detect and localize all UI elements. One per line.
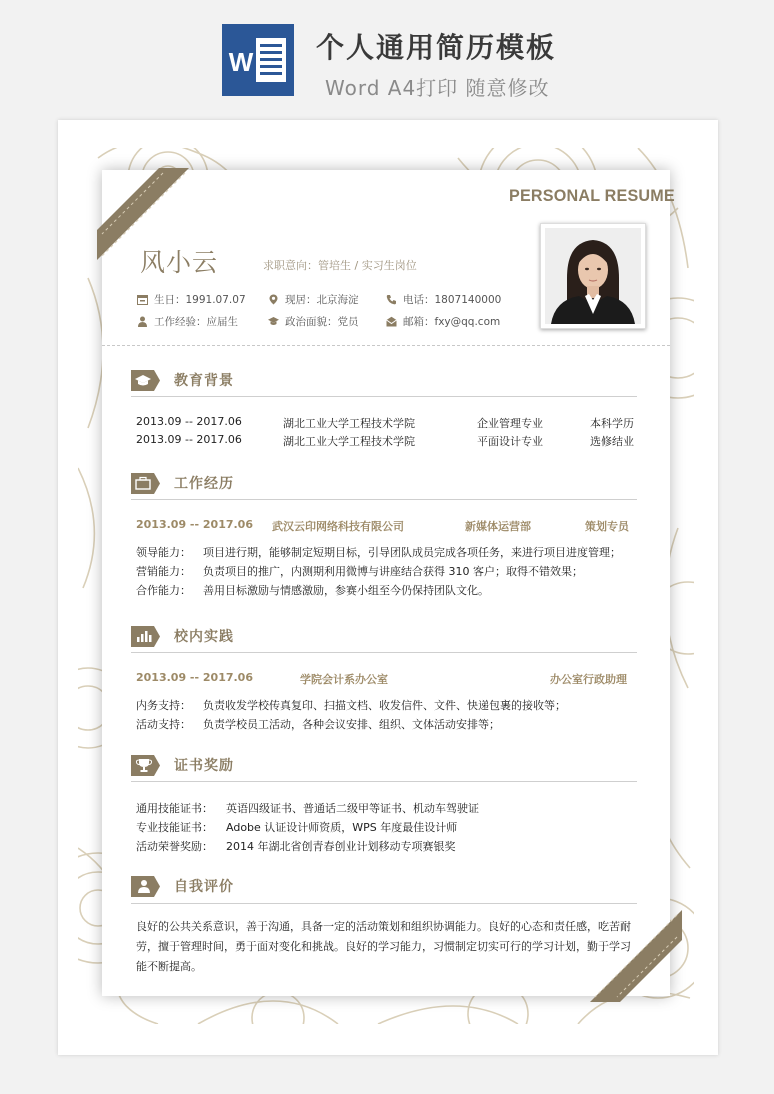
edu-row-2-date: 2013.09 -- 2017.06	[136, 433, 242, 446]
section-education-title: 教育背景	[174, 373, 234, 389]
work-item-1-label: 领导能力：	[136, 546, 191, 559]
mail-icon	[386, 316, 397, 327]
section-self-line	[131, 903, 637, 904]
bar-chart-icon	[131, 626, 160, 647]
work-item-2-label: 营销能力：	[136, 565, 191, 578]
section-self-title: 自我评价	[174, 879, 234, 895]
word-icon	[222, 24, 294, 96]
top-banner	[0, 0, 774, 110]
info-birth-text: 生日：1991.07.07	[154, 294, 246, 306]
section-self-header	[131, 875, 234, 897]
campus-item-1-label: 内务支持：	[136, 699, 191, 712]
campus-date: 2013.09 -- 2017.06	[136, 671, 253, 684]
work-date: 2013.09 -- 2017.06	[136, 518, 253, 531]
edu-row-1-major: 企业管理专业	[477, 417, 543, 430]
section-campus-title: 校内实践	[174, 629, 234, 645]
section-campus-header	[131, 625, 234, 647]
edu-row-2-degree: 选修结业	[590, 435, 634, 448]
info-location-text: 现居：北京海淀	[285, 294, 359, 306]
banner-title: 个人通用简历模板	[316, 31, 557, 64]
edu-row-1-degree: 本科学历	[590, 417, 634, 430]
info-experience	[137, 314, 238, 329]
info-phone	[386, 292, 501, 307]
info-politics	[268, 314, 359, 329]
info-phone-text: 电话：1807140000	[403, 294, 502, 306]
trophy-icon	[131, 755, 160, 776]
edu-row-2-school: 湖北工业大学工程技术学院	[283, 435, 415, 448]
info-politics-text: 政治面貌：党员	[285, 316, 359, 328]
section-certs-header	[131, 754, 234, 776]
cert-item-2-label: 专业技能证书：	[136, 821, 213, 834]
info-email	[386, 314, 500, 329]
calendar-icon	[137, 294, 148, 305]
campus-org: 学院会计系办公室	[300, 673, 388, 686]
cert-item-1-label: 通用技能证书：	[136, 802, 213, 815]
self-evaluation-text: 良好的公共关系意识，善于沟通，具备一定的活动策划和组织协调能力。良好的心态和责任感，吃苦耐劳，擅于管理时间，勇于面对变化和挑战。良好的学习能力，习惯制定切实可行的学习计划，勤于学习能不断提高。	[136, 920, 631, 973]
badge-icon	[268, 316, 279, 327]
section-work-header	[131, 472, 234, 494]
campus-item-1-text: 负责收发学校传真复印、扫描文档、收发信件、文件、快递包裹的接收等；	[203, 699, 566, 712]
cert-item-1-text: 英语四级证书、普通话二级甲等证书、机动车驾驶证	[226, 802, 479, 815]
edu-row-1-date: 2013.09 -- 2017.06	[136, 415, 242, 428]
edu-row-1-school: 湖北工业大学工程技术学院	[283, 417, 415, 430]
graduation-cap-icon	[131, 370, 160, 391]
briefcase-icon	[131, 473, 160, 494]
section-education-header	[131, 369, 234, 391]
section-work-line	[131, 499, 637, 500]
section-campus-line	[131, 652, 637, 653]
work-position: 策划专员	[585, 520, 629, 533]
word-icon-letter: W	[228, 47, 254, 77]
work-item-2-text: 负责项目的推广，内测期利用微博与讲座结合获得 310 客户；取得不错效果；	[203, 565, 583, 578]
cert-item-2-text: Adobe 认证设计师资质，WPS 年度最佳设计师	[226, 821, 458, 834]
job-intent: 求职意向：管培生 / 实习生岗位	[263, 259, 417, 272]
cert-item-3-text: 2014 年湖北省创青春创业计划移动专项赛银奖	[226, 840, 456, 853]
campus-item-2-text: 负责学校员工活动，各种会议安排、组织、文体活动安排等；	[203, 718, 500, 731]
work-company: 武汉云印网络科技有限公司	[272, 520, 404, 533]
section-work-title: 工作经历	[174, 476, 234, 492]
campus-item-2-label: 活动支持：	[136, 718, 191, 731]
work-item-3-label: 合作能力：	[136, 584, 191, 597]
header-divider	[102, 345, 670, 346]
cert-item-3-label: 活动荣誉奖励：	[136, 840, 213, 853]
user-icon	[131, 876, 160, 897]
campus-position: 办公室行政助理	[550, 673, 627, 686]
info-birth	[137, 292, 246, 307]
section-certs-title: 证书奖励	[174, 758, 234, 774]
work-department: 新媒体运营部	[465, 520, 531, 533]
personal-resume-heading: PERSONAL RESUME	[509, 186, 675, 205]
profile-photo	[545, 228, 641, 324]
banner-subtitle: Word A4打印 随意修改	[325, 76, 550, 100]
info-email-text: 邮箱：fxy@qq.com	[403, 316, 501, 328]
profile-photo-frame	[540, 223, 646, 329]
edu-row-2-major: 平面设计专业	[477, 435, 543, 448]
section-education-line	[131, 396, 637, 397]
section-certs-line	[131, 781, 637, 782]
work-item-1-text: 项目进行期，能够制定短期目标，引导团队成员完成各项任务，来进行项目进度管理；	[203, 546, 621, 559]
candidate-name: 风小云	[140, 248, 219, 277]
info-experience-text: 工作经验：应届生	[154, 316, 238, 328]
location-icon	[268, 294, 279, 305]
person-icon	[137, 316, 148, 327]
work-item-3-text: 善用目标激励与情感激励，参赛小组至今仍保持团队文化。	[203, 584, 489, 597]
phone-icon	[386, 294, 397, 305]
info-location	[268, 292, 359, 307]
